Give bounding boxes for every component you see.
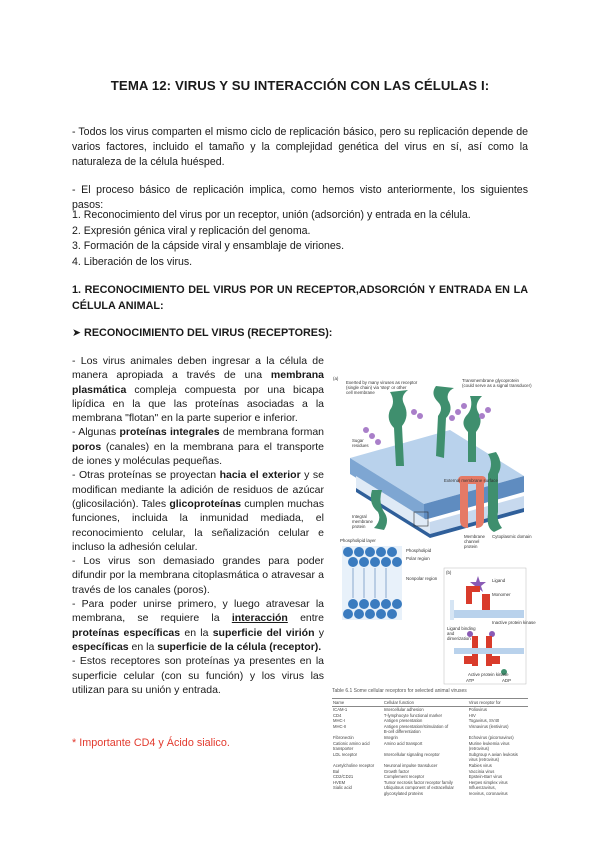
table-body (332, 707, 528, 797)
paragraph: - Los virus animales deben ingresar a la célula de manera apropiada a través de una membrana plasmática compleja compuesta por una bicapa lipídica en la que las proteínas asociadas a la membrana "flotan" en la parte superior e inferior. (72, 355, 324, 425)
table-cell: Antigen presentation/stimulation of (383, 723, 449, 729)
table-cell: MHC-II (333, 723, 347, 729)
section-heading: 1. RECONOCIMIENTO DEL VIRUS POR UN RECEPTOR,ADSORCIÓN Y ENTRADA EN LA CÉLULA ANIMAL: (72, 284, 528, 312)
table-cell: Growth factor (383, 768, 410, 774)
body-text-column (72, 354, 324, 697)
table-cell: Poliovirus (468, 707, 487, 712)
label-receptor: Exerted by many viruses as receptor (single chain) via 'step' or other cell membrane (346, 380, 418, 395)
column-header: Virus receptor for (468, 699, 528, 707)
panel-b-label: (b) (446, 570, 452, 575)
table-cell: Epstein-Barr virus (468, 774, 503, 780)
label-cytoplasmic: Cytoplasmic domain (492, 534, 532, 539)
table-cell: Visnavirus (lentivirus) (468, 723, 509, 729)
list-item: 1. Reconocimiento del virus por un receptor, unión (adsorción) y entrada en la célula. (72, 209, 471, 221)
table-cell: T-lymphocyte functional marker (383, 712, 443, 718)
table-cell: Complement receptor (383, 774, 425, 780)
table-cell: Echovirus (picornavirus) (468, 734, 514, 740)
table-cell: LDL receptor (333, 751, 358, 757)
label-phospholipid-layer: Phospholipid layer (340, 538, 376, 543)
column-header: Cellular function (383, 699, 468, 707)
membrane-figure (332, 372, 536, 686)
label-integral: Integral membrane protein (352, 514, 373, 529)
column-header: Name (332, 699, 383, 707)
list-item: 4. Liberación de los virus. (72, 255, 193, 268)
table-caption: Table 6.1 Some cellular receptors for selected animal viruses (332, 688, 467, 694)
table-cell: Togavirus, SV40 (468, 718, 500, 724)
table-cell: (retrovirus) (468, 746, 490, 752)
table-cell: Subgroup A avian leukosis (468, 751, 518, 757)
table-cell: Bal (333, 768, 340, 774)
table-cell: glycosylated proteins (383, 790, 423, 796)
paragraph: - Otras proteínas se proyectan hacia el exterior y se modifican mediante la adición de residuos de azúcar (glicosilación). Tales glicoproteínas cumplen muchas funciones, incluida la inmunidad mediada, el reconocimiento celular, la señalización celular e incluso la adhesión celular. (72, 469, 324, 553)
label-ligand-binding: Ligand binding and dimerization (447, 626, 476, 641)
intro-paragraph-2: - El proceso básico de replicación implica, como hemos visto anteriormente, los siguientes pasos: (72, 184, 528, 211)
subsection-heading: ➤ RECONOCIMIENTO DEL VIRUS (RECEPTORES): (72, 327, 333, 339)
label-sugar: Sugar residues (352, 438, 369, 448)
replication-steps-list (72, 208, 528, 270)
label-phospholipid: Phospholipid (406, 548, 432, 553)
table-cell: virus (retrovirus) (468, 757, 500, 763)
list-item: 3. Formación de la cápside viral y ensamblaje de viriones. (72, 240, 345, 252)
label-transmembrane: Transmembrane glycoprotein (could serve as a signal transducer) (462, 378, 532, 388)
table-row (332, 791, 528, 797)
table-cell: HIV (468, 712, 476, 718)
label-active-kinase: Active protein kinase (468, 672, 509, 677)
table-cell: Vaccinia virus (468, 768, 495, 774)
table-cell: Cationic amino acid (333, 740, 370, 746)
table-cell: transporter (333, 746, 354, 752)
table-cell: Herpes simplex virus (468, 779, 508, 785)
table-cell: Integrin (383, 734, 398, 740)
table-cell: HVEM (333, 779, 346, 785)
table-cell: Rabies virus (468, 762, 492, 768)
label-channel: Membrane channel protein (464, 534, 485, 549)
intro-paragraph-1: - Todos los virus comparten el mismo ciclo de replicación básico, pero su replicación depende de varios factores, incluido el tamaño y la complejidad genética del virus en sí, así como la naturaleza de la célula huésped. (72, 126, 528, 168)
table-cell: Acetylcholine receptor (333, 762, 375, 768)
page-title: TEMA 12: VIRUS Y SU INTERACCIÓN CON LAS CÉLULAS I: (110, 78, 490, 93)
paragraph: - Los virus son demasiado grandes para poder difundir por la membrana citoplasmática o atravesar a través de los canales (poros). (72, 555, 324, 596)
label-polar: Polar region (406, 556, 430, 561)
table-cell: Murine leukemia virus (468, 740, 510, 746)
paragraph: - Algunas proteínas integrales de membrana forman poros (canales) en la membrana para el transporte de iones y moléculas pequeñas. (72, 426, 324, 468)
label-nonpolar: Nonpolar region (406, 576, 438, 581)
label-ligand: Ligand (492, 578, 506, 583)
table-cell (332, 791, 383, 797)
table-cell: Ubiquitous component of extracellular (383, 785, 454, 791)
important-note: * Importante CD4 y Ácido sialico. (72, 737, 230, 749)
table-header-row (332, 699, 528, 707)
table-cell: ICAM-1 (333, 707, 348, 712)
table-cell: B-cell differentiation (383, 729, 421, 735)
label-adp: ADP (502, 678, 512, 683)
label-monomer: Monomer (492, 592, 511, 597)
table-cell: Neuronal impulse transducer (383, 762, 438, 768)
table-cell: Fibronectin (333, 734, 354, 740)
table-cell: Tumor necrosis factor receptor family (383, 779, 453, 785)
table-cell: CD2/CD21 (333, 774, 354, 780)
table-cell: Intercellular adhesion (383, 707, 424, 712)
list-item: 2. Expresión génica viral y replicación del genoma. (72, 224, 311, 237)
label-external-surface: External membrane surface (444, 478, 498, 483)
table-cell: Intercellular signaling receptor (383, 751, 440, 757)
paragraph: - Para poder unirse primero, y luego atravesar la membrana, se requiere la interacción entre proteínas específicas en la superficie del virión y específicas en la superficie de la célula (receptor). (72, 598, 325, 653)
paragraph: - Estos receptores son proteínas ya presentes en la superficie celular (con su función) y los virus las utilizan para su unión y entrada. (72, 655, 324, 696)
table-cell: Amino acid transport (383, 740, 423, 746)
table-cell: Sialic acid (333, 785, 352, 791)
receptor-table (332, 698, 528, 797)
table-cell: CD4 (333, 712, 342, 718)
table-cell: Influenzavirus, (468, 785, 496, 791)
phospholipid-bilayer-inset (342, 546, 402, 620)
label-atp: ATP (466, 678, 475, 683)
table-cell: reovirus, coronavirus (468, 790, 508, 796)
membrane-diagram (332, 372, 536, 686)
label-inactive-kinase: Inactive protein kinase (492, 620, 536, 625)
table-cell: Antigen presentation (383, 718, 423, 724)
table-cell: MHC-I (333, 718, 346, 724)
panel-a-label: (a) (333, 376, 339, 381)
